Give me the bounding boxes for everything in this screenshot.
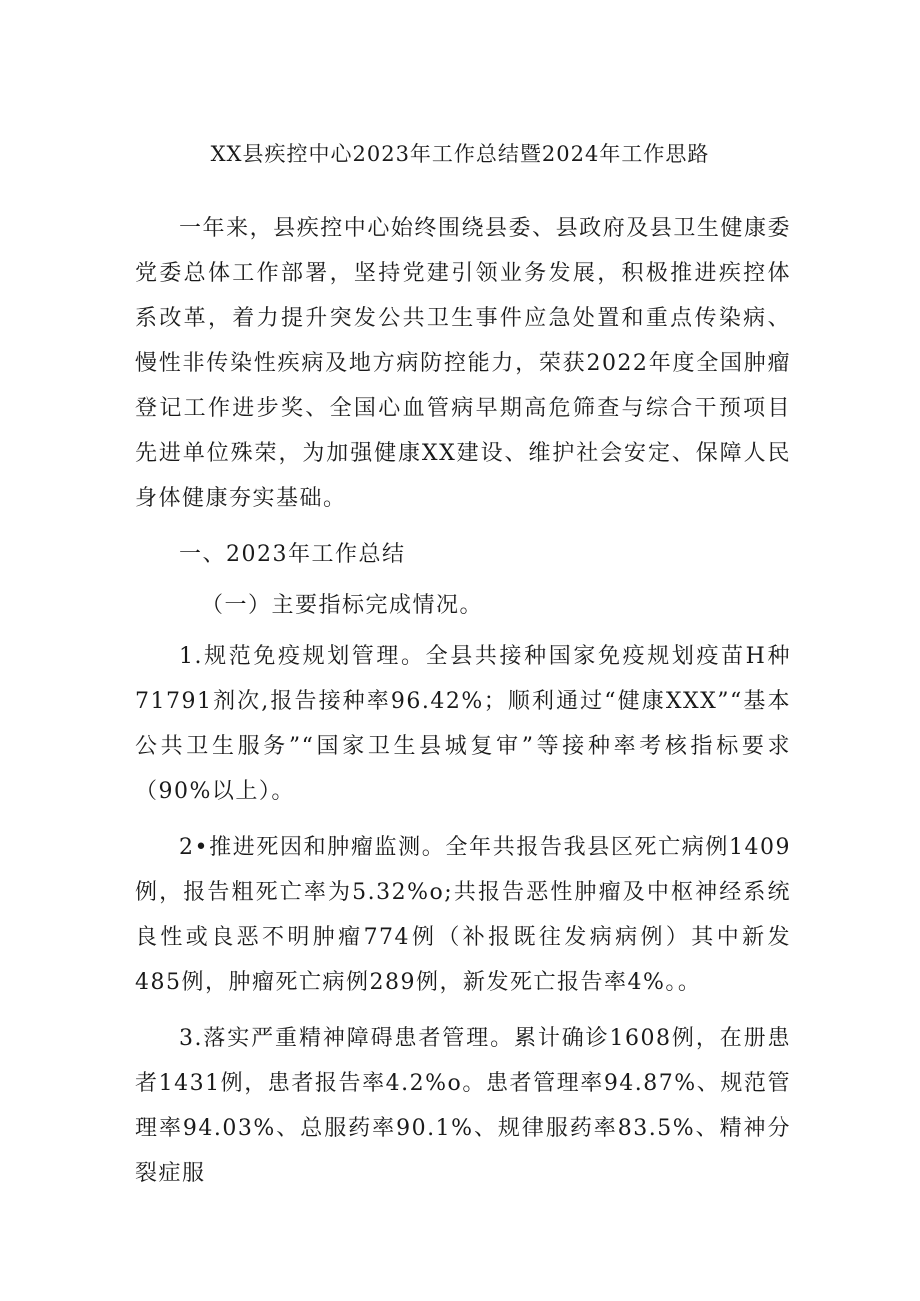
paragraph-death-tumor-monitoring: 2•推进死因和肿瘤监测。全年共报告我县区死亡病例1409例，报告粗死亡率为5.32%o;共报告恶性肿瘤及中枢神经系统良性或良恶不明肿瘤774例（补报既往发病病例）其中新发485例，肿瘤死亡病例289例，新发死亡报告率4%。。 (135, 835, 791, 995)
section-heading-summary: 一、2023年工作总结 (179, 542, 406, 567)
document-body (135, 206, 791, 1207)
paragraph-immunization: 1.规范免疫规划管理。全县共接种国家免疫规划疫苗H种71791剂次,报告接种率96.42%；顺利通过“健康XXX”“基本公共卫生服务”“国家卫生县城复审”等接种率考核指标要求（90%以上）。 (135, 644, 791, 804)
document-title: XX县疾控中心2023年工作总结暨2024年工作思路 (210, 142, 710, 166)
paragraph-mental-health: 3.落实严重精神障碍患者管理。累计确诊1608例，在册患者1431例，患者报告率4.2%o。患者管理率94.87%、规范管理率94.03%、总服药率90.1%、规律服药率83.5%、精神分裂症服 (135, 1026, 791, 1186)
intro-paragraph: 一年来，县疾控中心始终围绕县委、县政府及县卫生健康委党委总体工作部署，坚持党建引领业务发展，积极推进疾控体系改革，着力提升突发公共卫生事件应急处置和重点传染病、慢性非传染性疾病及地方病防控能力，荣获2022年度全国肿瘤登记工作进步奖、全国心血管病早期高危筛查与综合干预项目先进单位殊荣，为加强健康XX建设、维护社会安定、保障人民身体健康夯实基础。 (135, 216, 791, 511)
subsection-heading-indicators: （一）主要指标完成情况。 (201, 593, 484, 618)
